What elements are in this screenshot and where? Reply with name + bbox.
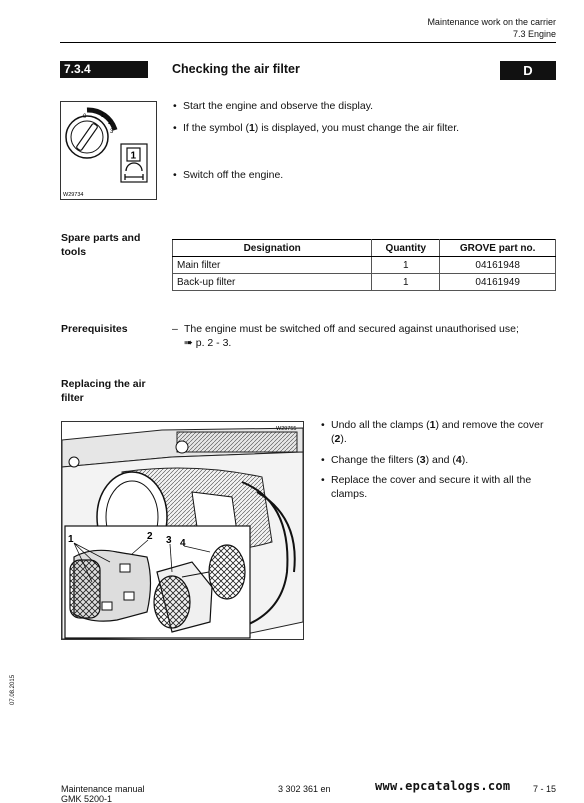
spare-parts-heading: Spare parts and tools	[61, 232, 141, 258]
step-change-filters: • Change the filters (3) and (4).	[331, 453, 556, 467]
section-title: Checking the air filter	[172, 62, 300, 76]
callout-main-filter: 3	[166, 535, 172, 546]
callout-1: 1	[130, 150, 137, 162]
ignition-switch-illustration	[61, 102, 156, 199]
arrow-icon: ➠	[184, 337, 193, 349]
cell-quantity: 1	[372, 274, 440, 291]
step-replace-cover: • Replace the cover and secure it with all the clamps.	[331, 473, 556, 501]
callout-clamps: 1	[68, 534, 74, 545]
spare-parts-table	[172, 239, 556, 291]
footer-manual-title: Maintenance manual	[61, 784, 145, 794]
replacing-heading: Replacing the air filter	[61, 378, 146, 404]
section-number: 7.3.4	[60, 61, 148, 78]
watermark-link[interactable]: www.epcatalogs.com	[375, 779, 511, 793]
figure-code: W29755	[276, 426, 297, 432]
callout-cover: 2	[147, 531, 153, 542]
table-row	[173, 257, 556, 274]
figure-code: W29734	[63, 192, 84, 198]
footer-doc-number: 3 302 361 en	[278, 784, 331, 794]
cell-designation: Back-up filter	[173, 274, 372, 291]
footer-page-number: 7 - 15	[532, 784, 556, 794]
dial-mark: 0	[83, 114, 87, 120]
callout-backup-filter: 4	[180, 538, 186, 549]
step-start-engine: • Start the engine and observe the display.	[183, 99, 373, 113]
step-undo-clamps: • Undo all the clamps (1) and remove the cover (2).	[331, 418, 556, 446]
air-filter-figure	[61, 421, 304, 640]
footer-model: GMK 5200-1	[61, 794, 113, 803]
dial-mark: 3	[110, 129, 114, 135]
dial-mark: 2	[108, 120, 112, 126]
cell-part-no: 04161949	[440, 274, 556, 291]
print-date: 07.08.2015	[10, 674, 16, 705]
dial-mark: 1	[101, 113, 105, 119]
prerequisites-heading: Prerequisites	[61, 323, 128, 335]
header-rule	[60, 42, 556, 43]
section-tag: D	[500, 61, 556, 80]
header-section: 7.3 Engine	[512, 29, 556, 39]
cell-quantity: 1	[372, 257, 440, 274]
col-part-no: GROVE part no.	[440, 240, 556, 257]
col-designation: Designation	[173, 240, 372, 257]
step-check-symbol: • If the symbol (1) is displayed, you must change the air filter.	[183, 121, 459, 135]
header-chapter: Maintenance work on the carrier	[427, 17, 556, 27]
air-filter-illustration	[62, 422, 303, 639]
prerequisite-dash: –	[172, 323, 178, 335]
footer-left	[61, 784, 145, 803]
table-row	[173, 274, 556, 291]
ignition-figure	[60, 101, 157, 200]
cell-designation: Main filter	[173, 257, 372, 274]
col-quantity: Quantity	[372, 240, 440, 257]
cell-part-no: 04161948	[440, 257, 556, 274]
step-switch-off: • Switch off the engine.	[183, 168, 283, 182]
prerequisite-text: The engine must be switched off and secured against unauthorised use; ➠ p. 2 - 3.	[184, 323, 519, 349]
page-reference-link[interactable]: p. 2 - 3.	[195, 337, 232, 349]
running-header	[427, 16, 556, 40]
